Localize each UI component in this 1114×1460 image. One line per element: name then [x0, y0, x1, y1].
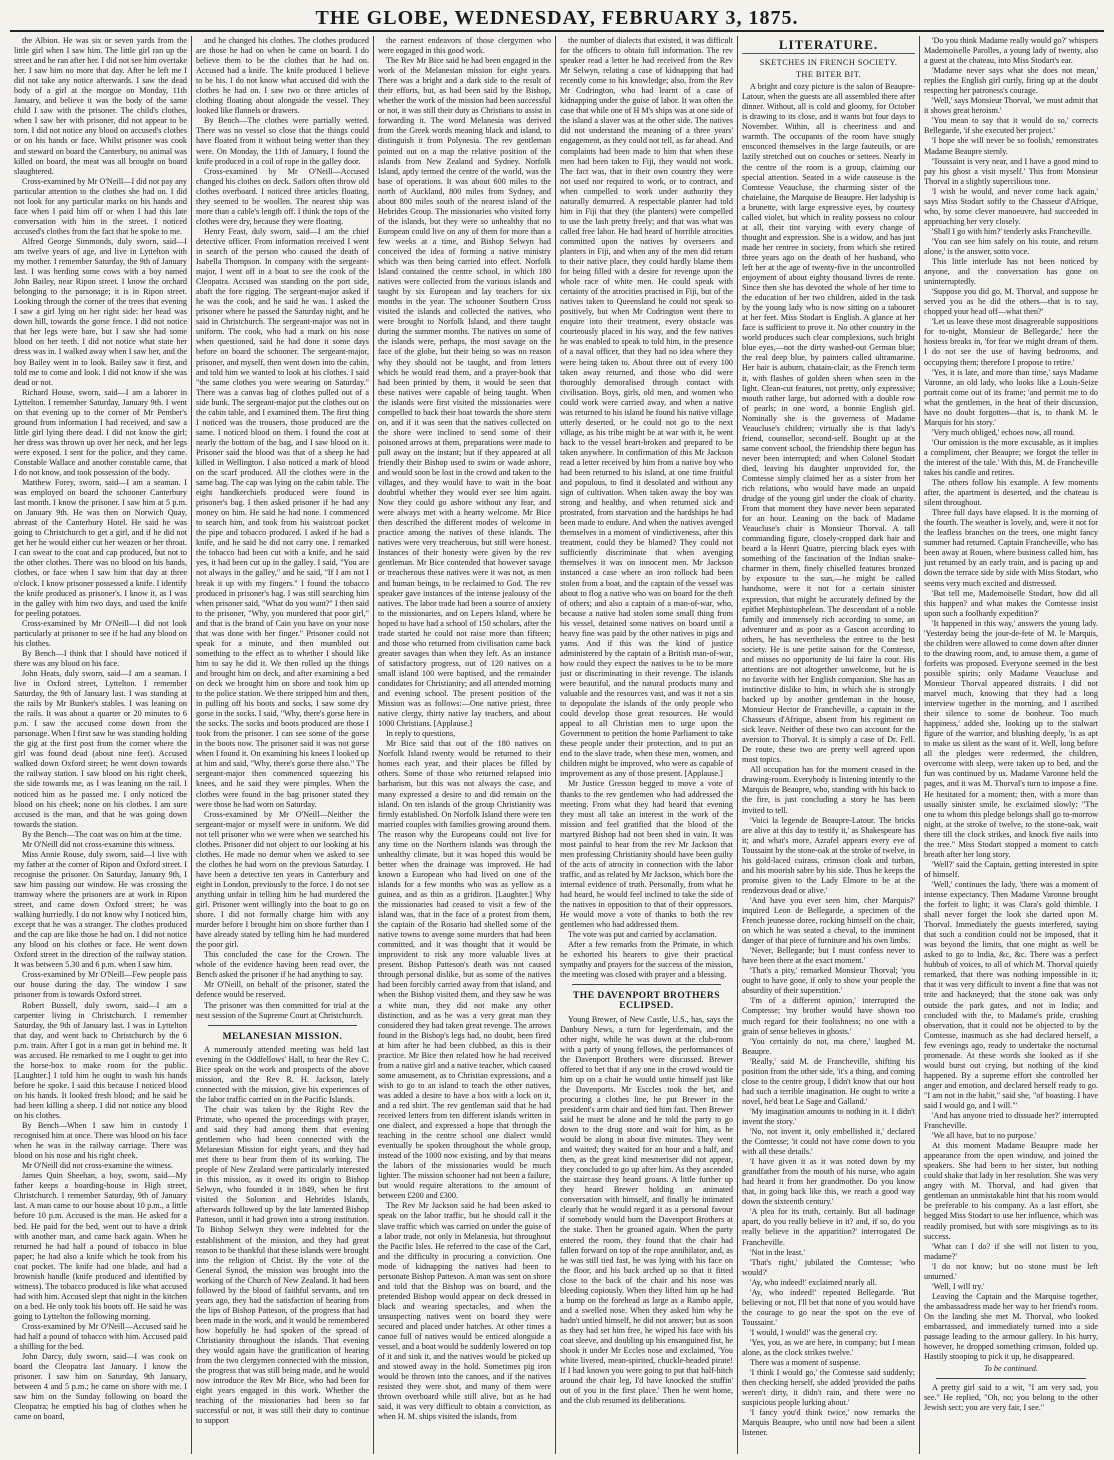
paragraph: The Rev Mr Bice said he had been engaged in the work of the Melanesian mission for eight years. There was a bright and a dark side to the result of their efforts, but, as had been said by the Bishop, whether the work of the mission had been successful or not, it was still their duty as Christians to assist in forwarding it. The word Melanesia was derived from the Greek words meaning black and island, to distinguish it from Polynesia. The rev gentleman pointed out on a map the relative position of the islands from New Zealand and Sydney. Norfolk Island, aptly termed the centre of the world, was the base of operations. It was about 600 miles to the north of Auckland, 800 miles from Sydney, and about 800 miles south of the nearest island of the Hebrides Group. The missionaries who visited forty of the islands, but they were so unhealthy that no European could live on any of them for more than a few weeks at a time, and Bishop Selwyn had conceived the idea of forming a native ministry which was then being carried into effect. Norfolk Island contained the centre school, in which 180 natives were collected from the various islands and taught by six European and lay teachers for six months in the year. The schooner Southern Cross visited the islands and collected the natives, who were brought to Norfolk Island, and there taught during the summer months. The natives on some of the islands were, perhaps, the most savage on the face of the globe, but their being so was no reason why they should not be taught, and from letters which he would read them, and a prayer-book that had been printed by them, it would be seen that these natives were capable of being taught. When the islands were first visited the missionaries were compelled to back their boat towards the shore stern on, and if it was seen that the natives collected on the shore were inclined to send some of their poisoned arrows at them, preparations were made to pull away on the instant; but if they appeared at all friendly their Bishop used to swim or wade ashore, and would soon be lost in the crowd and taken to the villages, and they would have to wait in the boat doubtful whether they would ever see him again. Now they could go ashore without any fear, and were always met with a hearty welcome. Mr Bice then described the different modes of welcome in practice among the natives of these islands. The natives were very treacherous, but still were honest. Instances of their honesty were given by the rev gentleman. Mr Bice contended that however savage or treacherous these natives were it was not, as men and human beings, to be reclaimed to God. The rev speaker gave instances of the intense jealousy of the natives. The labor trade had been a source of anxiety to the missionaries, and on Lepers Island, where he hoped to have had a school of 150 scholars, after the trade started he could not raise more than fifteen; and those who returned from civilisation came back greater savages than when they left. As an instance of satisfactory progress, out of 120 natives on a small island 100 were baptised, and the remainder candidates for Christianity; and all attended morning and evening school. The present position of the Mission was as follows:—One native priest, three native clergy, thirty native lay teachers, and about 1000 Christians. [Applause.] — [378, 56, 551, 729]
paragraph: 'Shall I go with him?' tenderly asks Francheville. — [932, 226, 1092, 236]
paragraph: 'I'm of a different opinion,' interrupted the Comptesse; 'my brother would have shown too much regard for their foolishness; no one with a grain of sense believes in ghosts.' — [742, 996, 915, 1036]
paragraph: 'You can see him safely on his route, and return alone,' is the answer, sotto voce. — [924, 236, 1098, 256]
paragraph: Alfred George Simmonds, duly sworn, said—I am twelve years of age, and live in Lyttelton with my mother. I remember Saturday, the 9th of January last. I was herding some cows with a boy named John Bailey, near Ripon street. I know the orchard belonging to the parsonage; it is in Ripon street. Looking through the corner of the trees that evening I saw a girl lying on her right side: her head was down hill, towards the gorse fence. I did not notice that her legs were bare, but I saw she had some blood on her teeth. I did not notice what state her dress was in. I walked away when I saw her, and the boy Bailey went in to look. Bailey saw it first, and told me to come and look. I did not know if she was dead or not. — [14, 236, 187, 387]
paragraph: The vote was put and carried by acclamation. — [568, 930, 717, 940]
paragraph: 'I have given it as it was noted down by my grandfather from the mouth of his nurse, who again had heard it from her grandmother. Do you know that, in going back like this, we reach a good way down the sixteenth century.' — [742, 1157, 915, 1207]
paragraph: 'I wish he would, and never come back again,' says Miss Stodart softly to the Chasseur d'Afrique, who, by some clever manoeuvre, had succeeded in approaching her very closely. — [924, 186, 1098, 226]
paragraph: The Rev Mr Jackson said he had been asked to speak on the labor traffic, but he should call it the slave traffic which was carried on under the guise of a labor trade, not only in Melanesia, but throughout the Pacific Isles. He referred to the case of the Carl, and the difficulty in procuring a conviction. One mode of kidnapping the natives had been to personate Bishop Patteson. A man was sent on shore and told that the Bishop was on board, and the pretended Bishop would appear on deck dressed in black and wearing spectacles, and when the unsuspecting natives went on board they were secured and placed under hatches. At other times a canoe full of natives would be enticed alongside a vessel, and a boat would be suddenly lowered on top of it and sink it, and the natives would be picked up and stowed away in the hold. Sometimes pig iron would be thrown into the canoes, and if the natives resisted they were shot, and many of them were thrown overboard while still alive, but as he had said, it was very difficult to obtain a conviction, as when H. M. ships visited the islands, from — [378, 1201, 551, 1422]
paragraph: By Bench—The clothes were partially wetted. There was no vessel so close that the things could have floated from it without being wetter than they were. On Monday, the 11th of January, I found the knife produced in a coil of rope in the galley door. — [196, 116, 369, 166]
paragraph: Mr O'Neill did not cross-examine the witness. — [22, 1161, 173, 1171]
paragraph: the Albion. He was six or seven yards from the little girl when I saw him. The little girl ran up the street and he ran after her. I did not see him overtake her. I saw him no more that day. After he left me I did not take any notice afterwards. I saw the dead body of a girl at the morgue on Monday, 11th January, and believe it was the body of the same child I saw with the prisoner. The child's clothes, when I saw her with prisoner, did not appear to be torn. I did not notice any blood on accused's clothes or on his hands or face. Whilst prisoner was cook and steward on board the Canterbury, no animal was killed on board, the meat was all brought on board slaughtered. — [14, 36, 187, 176]
paragraph: 'I do not know; but no stone must be left unturned.' — [924, 1261, 1098, 1281]
paragraph: Cross-examined by Mr O'Neill—I did not pay any particular attention to the clothes she had on. I did not look for any particular marks on his hands and face when I paid him off or when I had this late conversation with him in the street. I noticed accused's clothes from the fact that he spoke to me. — [14, 176, 187, 236]
paragraph: John Heats, duly sworn, said—I am a seaman. I live in Oxford street, Lyttelton. I remember Saturday, the 9th of January last. I was standing at the rails by Mr Bunker's stables. I was leaning on the rails. It was about a quarter or 20 minutes to 6 p.m. I saw the accused come down from the parsonage. When I first saw he was standing holding the gig at the first post from the corner where the girl was found dead (about nine feet). Accused walked down Oxford street; he went down towards the railway station. I saw blood on his right cheek, the side towards me, as I was leaning on the rail. I noticed him as he passed me. I only noticed the blood on his cheek; none on his clothes. I am sure accused is the man, and that he was going down towards the station. — [14, 668, 187, 829]
paragraph: Mr Bice said that out of the 180 natives on Norfolk Island twenty would be returned to their homes each year, and their places be filled by others. Some of those who returned relapsed into barbarism, but this was not always the case, and many expressed a desire to and did remain on the island. On ten islands of the group Christianity was firmly established. On Norfolk Island there were ten married couples with families growing around them. The reason why the Europeans could not live for any time on the Northern islands was through the unhealthy climate, but it was hoped this would be better when the drainage was improved. He had known a European who had lived on one of the islands for a few months who was as yellow as a guinea, and as thin as a gridiron. [Laughter.] Why the missionaries had ceased to visit a few of the island was, that in the face of a protest from them, the captain of the Rosario had shelled some of the native towns to avenge some murders that had been committed, and it was thought that it would be improvident to risk any more valuable lives at present. Bishop Patteson's death was not caused through personal dislike, but as some of the natives had been forcibly carried away from that island, and when the Bishop visited them, and they saw he was a white man, they did not make any other distinction, and as he was a very great man they considered they had taken great revenge. The arrows found in the Bishop's legs had, no doubt, been fired at him after he had been clubbed, as this is their practice. Mr Bice then related how he had received from a native girl and a native teacher, which caused some amusement, as to Christian expressions, and a wish to go to an island to teach the other natives, was added a desire to have a box with a lock on it, and a red shirt. The rev gentleman said that he had received letters from ten different islands written in one dialect, and expressed a hope that through the teaching in the centre school one dialect would eventually be spoken throughout the whole group, instead of the 1000 now existing, and by that means the labors of the missionaries would be much lighter. The mission schooner had not been a failure, but would require alterations to the amount of between £200 and £300. — [378, 739, 551, 1201]
paragraph: 'I fancy you'd think twice,' now remarks the Marquis Beaupre, who until now had been a silent listener. — [742, 1408, 915, 1438]
paragraph: 'Yes, you, as we are here, in company; but I mean alone, as the clock strikes twelve.' — [742, 1338, 915, 1358]
paragraph: Cross-examined by Mr O'Neill—Neither the sergeant-major or myself were in uniform. We did not tell prisoner who we were when we searched his clothes. Prisoner did not object to our looking at his clothes. He made no demur when we asked to see the clothes he had worn on the previous Saturday. I have been a detective ten years in Canterbury and eight in London, previously to the force. I do not see anything unfair in telling him he had murdered the girl. Prisoner went willingly into the boat to go on shore. I did not formally charge him with any murder before I brought him on shore further than I have already stated by telling him he had murdered the poor girl. — [196, 809, 369, 950]
paragraph: 'Well?' said the Captain, getting interested in spite of himself. — [924, 859, 1098, 879]
paragraph: 'Madame never says what she does not mean,' replies the English girl curtly, firing up at the doubt respecting her patroness's courage. — [924, 66, 1098, 96]
paragraph: 'Very much obliged,' echoes now, all round. — [932, 427, 1075, 437]
paragraph: 'What can I do? if she will not listen to you, madame?' — [924, 1241, 1098, 1261]
paragraph: The prisoner was then committed for trial at the next session of the Supreme Court at Christchurch. — [196, 1000, 369, 1020]
paragraph: Matthew Forey, sworn, said—I am a seaman. I was employed on board the schooner Canterbury last month. I know the prisoner. I saw him at 5 p.m. on January 9th. He was then on Norwich Quay, abreast of the Canterbury Hotel. He said he was going to Christchurch to get a girl, and if he did not get her he would either cut her weazen or her throat. I can swear to the coat and cap produced, but not to the other clothes. There was no blood on his hands, clothes, or face when I saw him that day at three o'clock. I know prisoner possessed a knife. I identify the knife produced as prisoner's. I know it, as I was in the galley with him two days, and used the knife for peeling potatoes. — [14, 478, 187, 618]
paragraph: 'Well,' says Monsieur Thorval, 'we must admit that it shows great heroism.' — [924, 96, 1098, 116]
paragraph: 'And have you ever seen him, cher Marquis?' inquired Leon de Bellegarde, a specimen of the French jeunesse doree, rocking himself on the chair, on which he was seated a cheval, to the imminent danger of that piece of furniture and his own limbs. — [742, 895, 915, 946]
paragraph: 'But tell me, Mademoiselle Stodart, how did all this happen? and what makes the Comtesse insist upon such a foolhardy expedition?' — [924, 588, 1098, 618]
section-rule — [936, 1378, 1086, 1379]
paragraph: By Bench—I think that I should have noticed if there was any blood on his face. — [14, 648, 187, 668]
melanesian-heading: MELANESIAN MISSION. — [222, 1031, 343, 1042]
davenport-heading: THE DAVENPORT BROTHERS ECLIPSED. — [572, 991, 721, 1012]
paragraph: 'That's right,' jubilated the Comtesse; 'who would?' — [742, 1257, 915, 1277]
paragraph: 'Ay, who indeed!' exclaimed nearly all. — [750, 1277, 877, 1287]
paragraph: Mr O'Neill did not cross-examine this witness. — [22, 839, 175, 849]
column-6 — [920, 36, 1102, 1454]
paragraph: There was a moment of suspense. — [750, 1358, 861, 1368]
paragraph: Cross-examined by Mr O'Neill—Few people pass our house during the day. The window I saw prisoner from is towards Oxford street. — [14, 970, 187, 1000]
paragraph: 'Do you think Madame really would go?' whispers Mademoiselle Parolles, a young lady of twenty, also a guest at the chateau, into Miss Stodart's ear. — [924, 36, 1098, 66]
paragraph: 'Voici la legende de Beaupre-Latour. The bricks are alive at this day to testify it,' as Shakespeare has it; and what's more, Azrafel appears every eve of Toussaint by the stone-oak at the stroke of twelve, in his gold-laced cuirass, crimson cloak and turban, and his moorish sabre by his side. Thus he keeps the promise given to the Lady Elmore to be at the rendezvous dead or alive.' — [742, 815, 915, 895]
paragraph: 'And has anyone tried to dissuade her?' interrupted Francheville. — [924, 1111, 1098, 1131]
paragraph: 'You certainly do not, ma chere,' laughed M. Beaupre. — [742, 1036, 915, 1056]
paragraph: Richard House, sworn, said—I am a laborer in Lyttelton. I remember Saturday, January 9th. I went on that evening up to the corner of Mr Pember's ground from information I had received, and saw a little girl lying there dead. I did not know the girl; her dress was thrown up over her neck, and her legs were exposed. I sent for the police, and they came. Constable Wallace and another constable came, that I do not know, and took possession of the body. — [14, 387, 187, 478]
masthead: THE GLOBE, WEDNESDAY, FEBRUARY 3, 1875. — [10, 6, 1104, 32]
paragraph: 'Suppose you did go, M. Thorval, and suppose he served you as he did the others—that is to say, chopped your head off—what then?' — [924, 287, 1098, 317]
literature-heading: LITERATURE. — [742, 40, 915, 54]
paragraph: Cross-examined by Mr O'Neill—Accused said he had half a pound of tobacco with him. Accused paid a shilling for the bed. — [14, 1322, 187, 1352]
paragraph: A pretty girl said to a wit, "I am very sad, you see." He replied, "Oh, no; you belong to the other Jewish sect; you are very fair, I see." — [924, 1383, 1098, 1413]
paragraph: 'I hope she will never be so foolish,' remonstrates Madame Beaupre sternly. — [924, 136, 1098, 156]
to-be-continued: To be continued. — [983, 1364, 1039, 1374]
paragraph: Young Brewer, of New Castle, U.S., has, says the Danbury News, a turn for legerdemain, and the other night, while he was down at the club-room with a party of young fellows, the performances of the Davenport Brothers were discussed. Brewer offered to bet that if any one in the crowd would tie him up on a chair he would untie himself just like the Davenports. Mr Esccles took the bet, and procuring a clothes line, he put Brewer in the president's arm chair and tied him fast. Then Brewer said he must be alone and he told the party to go down to the drug store and wait for him, as he would be along in about five minutes. They went and waited; they waited for an hour and a half, and then, as the great kind mesmeriser did not appear, they concluded to go up after him. As they ascended the staircase they heard groans. A little further up they heard Brewer holding an animated conversation with himself, and finally he intimated clearly that he would regard it as a personal favour if somebody would burn the Davenport Brothers at the stake. Then he groaned again. When the party entered the room, they found that the chair had fallen forward on top of the rope annihilator, and, as he was still tied fast, he was lying with his face on the floor, and his back arched up so that it fitted close to the back of the chair and his nose was bleeding copiously. When they lifted him up he had a bump on the forehead as large as a Rambo apple, and a swelled nose. When they asked him why he hadn't untied himself, he did not answer; but as soon as they had set him free, he wiped his face with his coat sleeve, and doubling up his ensanguined fist, he shook it under Mr Eccles nose and exclaimed, 'You white livered, mean-spirited, chuckle-headed pirate! If I had known you were going to put that half-hitch around the chair leg, I'd have knocked the stuffin' out of you in the first place.' Then he went home, and the club resumed its deliberations. — [560, 1014, 733, 1406]
paragraph: 'My imagination amounts to nothing in it. I didn't invent the story.' — [742, 1106, 915, 1126]
paragraph: 'Ay, who indeed!' repeated Bellegarde. 'But believing or not, I'll bet that none of you would have the courage to go near the spot on the eve of Toussaint.' — [742, 1287, 915, 1327]
paragraph: The others follow his example. A few moments after, the apartment is deserted, and the chateau is silent throughout. — [924, 478, 1098, 508]
paragraph: 'That's a pity,' remarked Monsieur Thorval; 'you ought to have gone, if only to show your people the absurdity of their superstition.' — [742, 966, 915, 996]
paragraph: Cross-examined by Mr O'Neill—I did not look particularly at prisoner to see if he had any blood on his clothes. — [14, 618, 187, 648]
paragraph: 'It happened in this way,' answers the young lady. 'Yesterday being the jour-de-fete of M. le Marquis, the children were allowed to come down after dinner to the drawing room, and, to amuse them, a game of forfeits was proposed. Everyone seemed in the best possible spirits; only Madame Veaucluse and Monsieur Thorval appeared distraits. I did not marvel much, knowing that they had a long interview together in the morning, and I ascribed their silence to some de bonheur. Too much happiness,' added she, looking up to the stalwart figure of the warrior, and blushing deeply, 'is as apt to make us silent as the want of it. Well, long before all the pledges were redeemed, the children, overcome with sleep, were taken up to bed, and the fun was continued by us. Madame Varonne held the pages, and it was M. Thorval's turn to impose a fine. He hesitated for a moment; then, with a more than usually sinister smile, he exclaimed slowly: "The one to whom this pledge belongs shall go to-morrow night, at the stroke of twelve, to the stone-oak, wait there till the clock strikes, and knock five nails into the tree." Miss Stodart stopped a moment to catch breath after her long story. — [924, 618, 1098, 859]
paragraph: and he changed his clothes. The clothes produced are those he had on when he came on board. I do believe them to be the clothes that he had on. Accused had a knife. The knife produced I believe to be his. I do not know what accused did with the clothes he had on. I saw two or three articles of clothing floating about alongside the vessel. They looked like flannels or drawers. — [196, 36, 369, 116]
paragraph: Cross-examined by Mr O'Neill—Accused changed his clothes on deck. Sailors often throw old clothes overboard. I noticed three articles floating, they seemed to be woollen. The nearest ship was more than a cable's length off. I think the tops of the clothes were dry, because they were floating. — [196, 166, 369, 226]
paragraph: The chair was taken by the Right Rev the Primate, who opened the proceedings with prayer, and said they had among them that evening gentlemen who had been connected with the Melanesian Mission for eight years, and they had met there to hear from them of its working. The people of New Zealand were particularly interested in this mission, as it owed its origin to Bishop Selwyn, who founded it in 1849, when he first visited the Solomon and Hebrides Islands, afterwards followed up by the late lamented Bishop Patteson, until it had grown into a strong institution. To Bishop Selwyn they were indebted for the establishment of the mission, and they had great reason to be thankful that these islands were brought into the religion of Christ. By the vote of the General Synod, the mission was brought into the working of the Church of New Zealand. It had been followed by the blood of faithful servants, and ten years ago, they had the satisfaction of hearing from the lips of Bishop Patteson, of the progress that had been made in the work, and it would be remembered how hopefully he had spoken of the spread of Christianity throughout the islands. That evening they would again have the gratification of hearing from the two clergymen connected with the mission, the progress that was still being made, and he would now introduce the Rev Mr Bice, who had been for eight years engaged in this work. Whether the teaching of the missionaries had been so far successful or not, it was still their duty to continue to support — [196, 1104, 369, 1426]
paragraph: 'You mean to say that it would do so,' corrects Bellegarde, 'if she executed her project.' — [924, 116, 1098, 136]
paragraph: 'Let us leave these most disagreeable suppositions for to-night, Monsieur de Bellegarde,' here the hostess breaks in, 'for fear we might dream of them. I do not see the use of having bedrooms, and occupying them; therefore I propose to retire.' — [924, 317, 1098, 367]
paragraph: Mr Justice Gresson begged to move a vote of thanks to the rev gentlemen who had addressed the meeting. From what they had heard that evening they must all take an interest in the work of the mission and feel gratified that the blood of the martyred Bishop had not been shed in vain. It was most painful to hear from the rev Mr Jackson that men professing Christianity should have been guilty of the acts of atrocity in connection with the labor traffic, and as related by Mr Jackson, which bore the internal evidence of truth. Personally, from what he had heard, he would feel inclined to take the side of the natives in opposition to that of their oppressors. He would move a vote of thanks to both the rev gentlemen who had addressed them. — [560, 779, 733, 930]
section-rule — [572, 984, 721, 985]
paragraph: Henry Feast, duly sworn, said—I am the chief detective officer. From information received I went in search of the person who caused the death of Isabella Thompson. In company with the sergeant-major, I went off in a boat to see the cook of the Cleopatra. Accused was standing on the port side, abaft the fore rigging. The sergeant-major asked if he was the cook, and he said he was. I asked the prisoner where he passed the Saturday night, and he said in Christchurch. The sergeant-major was not in uniform. The cook, who had a mark on his nose when questioned, said he had done it some days before on board the schooner. The sergeant-major, prisoner, and myself, then went down into the cabin, and told him we wanted to look at his clothes. I said "the same clothes you were wearing on Saturday." There was a canvas bag of clothes pulled out of a side bunk. The sergeant-major put the clothes out on the cabin table, and I examined them. The first thing I noticed was the trousers, those produced are the same. I noticed blood on them. I found the coat at nearly the bottom of the bag, and I saw blood on it. Prisoner said the blood was that of a sheep he had killed in Wellington. I also noticed a mark of blood on the scarf produced. All the clothes were in the same bag. The cap was lying on the cabin table. The eight handkerchiefs produced were found in prisoner's bag. I then asked prisoner if he had any money on him. He said he had none. I commenced to search him, and took from his waistcoat pocket the pipe and tobacco produced. I asked if he had a knife, and he said he did not carry one. I remarked the tobacco had been cut with a knife, and he said yes, it had been cut up in the galley. I said, "You are not always in the galley," and he said, "If I am not I break it up with my fingers." I found the tobacco produced in prisoner's bag. I was still searching him when prisoner said, "What do you want?" I then said to the prisoner, "Why, you murdered that poor girl," and that is the brand of Cain you have on your nose that was done with her finger." Prisoner could not speak for a minute, and then mumbled out something to the effect as to whether I should like him to say he did it. We then rolled up the things and brought him on deck, and after examining a bed on deck we brought him on shore and took him up to the police station. We there stripped him and then, in pulling off his boots and socks, I saw some dry gorse in the socks. I said, "Why, there's gorse here in the socks. The socks and boots produced are those I took from the prisoner. I can see some of the gorse in the boots now. The prisoner said it was not gorse when I found it. On examining his knees I looked up at him and said, "Why, there's gorse there also." The sergeant-major then commenced squeezing his knees, and he said they were pimples. When the clothes were found in the bag prisoner stated they were those he had worn on Saturday. — [196, 226, 369, 809]
paragraph: 'I think I would go,' the Comtesse said suddenly; then checking herself, she added 'provided the paths weren't dirty, it didn't rain, and there were no suspicious people lurking about.' — [742, 1368, 915, 1408]
paragraph: By the Bench—The coat was on him at the time. — [22, 829, 182, 839]
paragraph: 'A plea for its truth, certainly. But all badinage apart, do you really believe in it? and, if so, do you really believe in the apparition?' interrogated De Francheville. — [742, 1207, 915, 1247]
paragraph: 'Our omission is the more excusable, as it implies a compliment, cher Beaupre; we forgot the teller in the interest of the tale.' With this, M. de Francheville takes his candle and retires. — [924, 437, 1098, 478]
column-5 — [738, 36, 920, 1454]
paragraph: the earnest endeavors of those clergymen who were engaged in this good work. — [378, 36, 551, 56]
paragraph: 'No, not invent it, only embellished it,' declared the Comtesse; 'it could not have come down to you with all these details.' — [742, 1127, 915, 1157]
paragraph: After a few remarks from the Primate, in which he exhorted his hearers to give their practical sympathy and prayers for the success of the mission, the meeting was closed with prayer and a blessing. — [560, 940, 733, 980]
paragraph: By Bench—When I saw him in custody I recognised him at once. There was blood on his face when he was in the railway carriage. There was blood on his nose and his right cheek. — [14, 1121, 187, 1161]
paragraph: 'Yes, it is late, and more than time,' says Madame Varonne, an old lady, who looks like a Louis-Seize portrait come out of its frame; 'and permit me to do what the gentlemen, in the heat of their discussion, have no doubt forgotten—that is, to thank M. le Marquis for his story.' — [924, 367, 1098, 427]
columns — [10, 36, 1104, 1454]
paragraph: This concluded the case for the Crown. The whole of the evidence having been read over, the Bench asked the prisoner if he had anything to say. — [196, 950, 369, 980]
paragraph: This little interlude has not been noticed by anyone, and the conversation has gone on uninterruptedly. — [924, 257, 1098, 287]
paragraph: A numerously attended meeting was held last evening in the Oddfellows' Hall, to hear the Rev C. Bice speak on the work and prospects of the above mission, and the Rev R. H. Jackson, lately connected with the mission, give his experiences of the labor traffic carried on in the Pacific Islands. — [196, 1044, 369, 1104]
paragraph: A bright and cozy picture is the salon of Beaupre-Latour, when the guests are all assembled there after dinner. Without, all is cold and gloomy, for October is drawing to its close, and it wants but four days to November. Within, all is cheeriness and and warmth. The occupants of the room have snugly ensconced themselves in the large fauteuils, or are lazily stretched out on couches or settees. Nearly in the centre of the room is a group, claiming our special attention. Seated in a wide causeuse is the Comtesse Veaucluse, the charming sister of the chatelaine, the Marquise de Beaupre. Her ladyship is a brunette, with large expressive eyes, by courtesy called violet, but which in reality possess no colour at all, their tint varying with every change of thought and expression. She is a widow, and has just made her rentree in society, from which she retired three years ago on the death of her husband, who left her at the age of twenty-five in the uncontrolled enjoyment of about eighty thousand livres de rente. Since then she has devoted the whole of her time to the education of her two children, aided in the task by the young lady who is now sitting on a tabouret at her feet. Miss Stodart is English. A glance at her face is sufficient to prove it. No other country in the world produces such clear complexions, such bright blue eyes,—not the dirty washed-out German blue; the real deep blue, by painters called ultramarine. Her hair is auburn, chatain-clair, as the French term it, with flashes of golden sheen when seen in the light. Clean-cut features, not pretty, only expressive; mouth rather large, but adorned with a double row of pearls; in one word, a bonnie English girl. Nominally she is the governess of Madame Veaucluse's children; virtually she is that lady's friend, counsellor, second-self. Bought up at the same convent school, the friendship there begun has never been interrupted; and when Colonel Stodart died, leaving his daughter unprovided for, the Comtesse simply claimed her as a sister from her rich relations, who would have made an unpaid drudge of the young girl under the cloak of charity. From that moment they have never been separated for an hour. Leaning on the back of Madame Veaucluse's chair is Monsieur Thorval. A tall commanding figure, closely-cropped dark hair and beard a la Henri Quatre, piercing black eyes with something of the fascination of the Indian snake-charmer in them, finely chiselled features bronzed by exposure to the sun,—he might be called handsome, were it not for a certain sinister expression, that might be accurately defined by the epithet Mephistophelean. The descendant of a noble family and immensely rich according to some, an adventurer and as poor as a Gascon according to others, he has nevertheless the entree to the best society. He is une petite saison for the Comtesse, and misses no opportunity de lui faire la cour. His attentions are not altogether unwelcome, but he is no favorite with her English companion. She has an instinctive dislike to him, in which she is strongly backed up by another gentleman in the house, Monsieur Hector de Francheville, a captain in the Chasseurs d'Afrique, absent from his regiment on sick leave. Neither of these two can account for the aversion to Thorval. It is simply a case of Dr. Fell. De route, these two are pretty well agreed upon most topics. — [742, 82, 916, 765]
column-1 — [10, 36, 192, 1454]
paragraph: Miss Annie Rouse, duly sworn, said—I live with my father at the corner of Ripon and Oxford street. I recognise the prisoner. On Saturday, January 9th, I saw him passing our window. He was crossing the tramway where the prisoners are at work in Ripon street, and came down Oxford street; he was walking hurriedly. I do not know why I noticed him, except that he was a stranger. The clothes produced and the cap are like those he had on. I did not notice any blood on his clothes or face. He went down Oxford street in the direction of the railway station. It was between 5.30 and 6 p.m. when I saw him. — [14, 849, 187, 970]
paragraph: John Darcy, duly sworn, said—I was cook on board the Cleopatra last January. I know the prisoner. I saw him on Saturday, 9th January, between 4 and 5 p.m.; he came on shore with me. I saw him on the Sunday following on board the Cleopatra; he emptied his bag of clothes when he came on board, — [14, 1352, 187, 1422]
paragraph: 'Toussaint is very near, and I have a good mind to pay his ghost a visit myself.' This from Monsieur Thorval in a slightly supercilious tone. — [924, 156, 1098, 186]
paragraph: the number of dialects that existed, it was difficult for the officers to obtain full information. The rev speaker read a letter he had received from the Rev Mr Selwyn, relating a case of kidnapping that had recently come to his knowledge; also, from the Rev Mr Codrington, who had learnt of a case of kidnapping under the guise of labor. It was often the case that while one of H M's ships was at one side of the island a slaver was at the other side. The natives did not understand the meaning of a three years' engagement, as they could not tell, as far ahead. And complaints had been made to him that when these men had been taken to Fiji, they would not work. The fact was, that in their own country they were not used nor required to work, or to contract, and when compelled to work under authority they naturally demurred. A respectable planter had told him in Fiji that they (the planters) were compelled to use the lash pretty freely; and that was what was called free labor. He had heard of horrible atrocities committed upon the natives by overseers and planters in Fiji, and when any of the men did return to their native place, they could hardly blame them for being filled with a desire for revenge upon the whole race of white men. He could speak with certainty of the atrocities practised in Fiji, but of the natives taken to Queensland he could not speak so positively, but when Mr Codrington went there to enquire into their treatment, every obstacle was courteously placed in his way, and the few natives he was enabled to speak to told him, in the presence of a naval officer, that they had no idea where they were being taken to. About three out of every 100 taken away returned, and those who did were thoroughly demoralised through contact with civilisation. Boys, girls, old men, and women who could work were carried away, and when a native was returned to his island he found his native village utterly deserted, or he could not go to the next village, as his tribe might be at war with it, he went back to the vessel heart-broken and prepared to be taken anywhere. In confirmation of this Mr Jackson read a letter received by him from a native boy who had been returned to his island, at one time fruitful and populous, to find it desolated and without any sign of cultivation. When taken away the boy was strong and healthy, and when returned sick and prostrated, from starvation and the hardships he had been made to endure. And when the natives avenged themselves in a moment of vindictiveness, after this treatment, could they be blamed? They could not sufficiently discriminate that when avenging themselves it was on innocent men. Mr Jackson instanced a case where an iron rollock had been stolen from a boat, and the captain of the vessel was about to flog a native who was on board for the theft of others; and also a captain of a man-of-war, who, because a native had stolen some small thing from his vessel, detained some natives on board until a heavy fine was paid by the other natives in pigs and yams. And if this was the kind of justice administered by the captain of a British man-of-war, how could they expect the natives to be to be more just or discriminating in their revenge. The islands were beautiful, and the natural products many and valuable and the resources vast, and was it not a sin to depopulate the islands of the only people who could develop those great resources. He would appeal to all Christian men to urge upon the Government to petition the home Parliament to take these people under their protection, and to put an end to the slave trade, when these men, women, and children might be improved, who were as capable of improvement as any of those present. [Applause.] — [560, 36, 733, 779]
paragraph: 'Well, I will try.' — [932, 1281, 985, 1291]
paragraph: Leaving the Captain and the Marquise together, the ambassadress made her way to her friend's room. On the landing she met M. Thorval, who looked embarrassed, and immediately turned into a side passage leading to the armour gallery. In his hurry, however, he dropped something crimson, folded up. Hastily stooping to pick it up, he disappeared. — [924, 1291, 1098, 1362]
paragraph: 'Really,' said M. de Francheville, shifting his position from the other side, 'it's a thing, and coming close to the centre group, I didn't know that our host had such a terrible imagination. He ought to write a novel, he'd beat Le Sage and Galland.' — [742, 1056, 915, 1106]
paragraph: Three full days have elapsed. It is the morning of the fourth. The weather is lovely, and, were it not for the leafless branches on the trees, one might fancy summer had returned. Captain Francheville, who has been away at Rouen, where business called him, has just returned by an early train, and is pacing up and down the terrace side by side with Miss Stodart, who seems very much excited and distressed. — [924, 508, 1098, 588]
paragraph: All occupation has for the moment ceased in the drawing-room. Everybody is listening intently to the Marquis de Beaupre, who, standing with his back to the fire, is just concluding a story he has been invited to tell. — [742, 765, 915, 815]
sketches-subheading: SKETCHES IN FRENCH SOCIETY. — [759, 58, 898, 68]
section-rule — [208, 1025, 357, 1026]
biter-bit-subheading: THE BITER BIT. — [795, 70, 862, 80]
column-2 — [192, 36, 374, 1454]
paragraph: Robert Bussell, duly sworn, said—I am a carpenter living in Christchurch. I remember Saturday, the 9th of January last. I was in Lyttelton that day, and went back to Christchurch by the 6 p.m. train. After I got in a man got in behind me. It was accused. He remarked to me I ought to get into the horse-box to make room for the public. [Laughter.] I told him he ought to wash his hands before he spoke. I said this because I noticed blood on his hands. It looked fresh blood; and he said he had been killing a sheep. I did not notice any blood on his clothes. — [14, 1000, 187, 1121]
paragraph: 'Never, Bellegarde; but I must confess never to have been there at the exact moment.' — [742, 946, 915, 966]
paragraph: 'I would, I would!' was the general cry. — [750, 1327, 878, 1337]
paragraph: 'We all have, but to no purpose.' — [932, 1131, 1037, 1141]
column-3 — [374, 36, 556, 1454]
paragraph: Mr O'Neill, on behalf of the prisoner, stated the defence would be reserved. — [196, 980, 369, 1000]
paragraph: 'Well,' continues the lady, 'there was a moment of intense expectancy. Then Madame Varonne brought the forfeit to light; it was Clara's gold thimble. I shall never forget the look she darted upon M. Thorval. Immediately the guests interfered, saying that such a condition could not be imposed, that it was beyond the limits, that one might as well be asked to go to India, &c, &c. There was a perfect hubbub of voices, to all of which M. Thorval quietly remarked, that there was nothing impossible in it; that it was very difficult to invent a fine that was not trite and hackneyed; that the stone oak was only outside the park gates, and not in India; and concluded with the, to Madame's pride, crushing observation, that it could not be objected to by the Comtesse, inasmuch as she had declared herself, a few evenings ago, ready to undertake the nocturnal promenade. At these words she looked as if she would burst out crying, but nothing of the kind happened. By a supreme effort she controlled her anger and emotion, and declared herself ready to go. "I am not in the habit," said she, "of boasting. I have said I would go, and I will."' — [924, 879, 1098, 1110]
paragraph: 'Not in the least.' — [750, 1247, 805, 1257]
paragraph: James Quin Sheehan, a boy, sworn, said—My father keeps a boarding-house in High street, Christchurch. I remember Saturday, 9th of January last. A man came to our house about 10 p.m., a little before 10 p.m. Accused is the man. He asked for a bed. He paid for the bed, went out to have a drink with another man, and came back again. When he returned he had half a pound of tobacco in blue paper; he had also a knife which he took from his coat pocket. The knife had one blade, and had a brownish handle (knife produced and identified by witness). The tobacco produced is like what accused had with him. Accused slept that night in the kitchen on a bed. He only took his boots off. He said he was going to Lyttelton the following morning. — [14, 1171, 187, 1321]
paragraph: At this moment Madame Beaupre made her appearance from the open window, and joined the speakers. She had been to her sister, but nothing could shake that lady in her resolution. She was very angry with M. Thorval, and had given that gentleman an unmistakable hint that his room would be preferable to his company. As a last effort, she begged Miss Stodart to use her influence, which was readily promised, but with sore misgivings as to its success. — [924, 1141, 1098, 1241]
column-4 — [556, 36, 738, 1454]
paragraph: In reply to questions, — [386, 729, 456, 739]
